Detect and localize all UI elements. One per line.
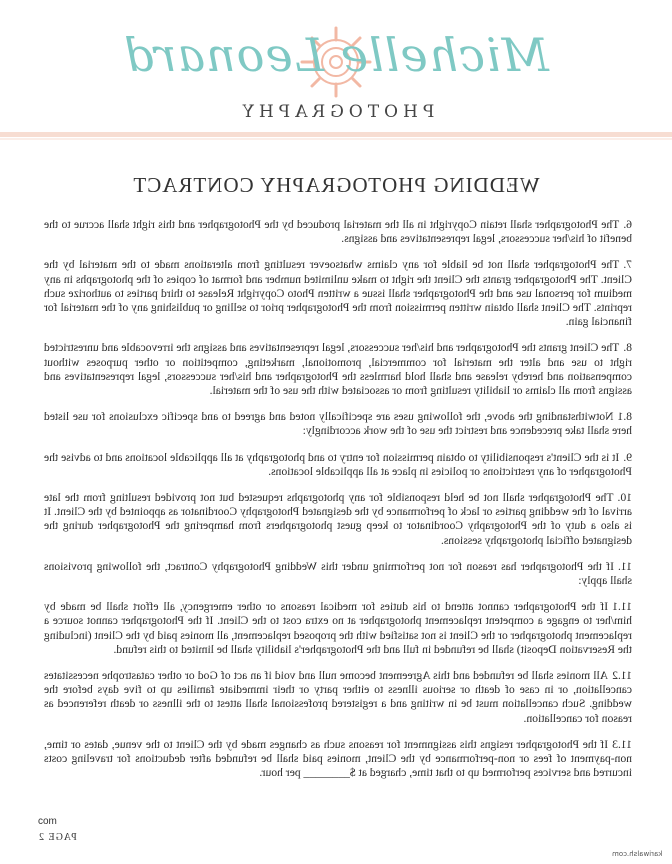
clause xyxy=(44,410,632,438)
clause-number: 6. xyxy=(623,218,632,231)
clause-text: The Client grants the Photographer and his/her successors, legal representatives and assigns the irrevocable and unrestricted right to use and alter the material for commercial, promotional, marketing, competition or other purposes without compensation and hereby release and shall hold harmless the Photographer and his/her successors, legal representatives and assigns from all claims or liability resulting from or associated with the use of the material. xyxy=(44,341,632,398)
clause xyxy=(44,451,632,479)
clause-number: 9. xyxy=(623,450,632,464)
clause-number: 11.1 xyxy=(612,600,632,614)
clause-text: The Photographer shall not be held responsible for any photographs requested but not provided resulting from the late arrival of the wedding parties or lack of performance by the designated Photography Coordinator as appointed by the Client. It is also a duty of the Photography Coordinator to keep guest photographers from hampering the Photographer during the designated official photography sessions. xyxy=(44,491,632,547)
clause xyxy=(44,491,632,548)
clause-number: 7. xyxy=(623,258,632,272)
clause-text: The Photographer shall retain Copyright in all the material produced by the Photographer and this right shall accrue to the benefit of his/her successors, legal representatives and assigns. xyxy=(44,218,632,246)
header-divider xyxy=(0,132,672,137)
clause xyxy=(44,258,632,329)
watermark-text: kariwalsh.com xyxy=(611,850,662,858)
logo-subtitle: PHOTOGRAPHY xyxy=(237,102,435,122)
clause xyxy=(44,218,632,246)
clause xyxy=(44,560,632,588)
clause-number: 11. xyxy=(617,559,632,573)
page-number: PAGE 2 xyxy=(38,832,77,843)
clause-text: All monies shall be refunded and this Agreement become null and void if an act of God or other catastrophe necessitates cancellation, or in case of death or serious illness to either party or their immediate families up to five days before the wedding. Such cancellation must be in writing and a registered professional shall attest to the illness or death referenced as reason for cancellation. xyxy=(44,669,632,725)
document-title: WEDDING PHOTOGRAPHY CONTRACT xyxy=(132,173,540,197)
clause xyxy=(44,600,632,657)
clause-text: It is the Client's responsibility to obtain permission for entry to and photography at all applicable locations and to advise the Photographer of any restrictions or policies in place at all applicable locations. xyxy=(44,450,632,478)
clause-number: 10. xyxy=(617,491,632,505)
clause xyxy=(44,669,632,726)
clause xyxy=(44,738,632,781)
clause-text: If the Photographer cannot attend to his duties for medical reasons or other emergency, all effort shall be made by him/her to engage a competent replacement photographer at no extra cost to the Client. If the Photographer cannot source a replacement photographer or the Client is not satisfied with the proposed replacement, all monies paid by the Client (including the Reservation Deposit) shall be refunded in full and the Photographer's liability shall be limited to this refund. xyxy=(44,600,632,656)
clause-text: The Photographer shall not be liable for any claims whatsoever resulting from alterations made to the material by the Client. The Photographer grants the Client the right to make unlimited number and format of copies of the photographs in any medium for personal use and the Photographer shall issue a written Photo Copyright Release to third parties to authorize such reprints. The Client shall obtain written permission from the Photographer prior to selling or publishing any of the material for financial gain. xyxy=(44,258,632,329)
contract-body xyxy=(44,218,632,793)
clause-text: If the Photographer has reason for not performing under this Wedding Photography Contract, the following provisions shall apply: xyxy=(44,559,632,588)
clause xyxy=(44,341,632,398)
brand-logo xyxy=(0,0,672,130)
clause-number: 11.2 xyxy=(612,669,632,683)
clause-number: 11.3 xyxy=(612,737,632,751)
clause-number: 8. xyxy=(623,341,632,355)
logo-script-text: Michelle Leonard xyxy=(123,28,549,82)
header-divider-light xyxy=(0,138,672,140)
clause-text: If the Photographer resigns this assignment for reasons such as changes made by the Client to the venue, dates or time, non-payment of fees or non-performance by the Client, monies paid shall be refunded after deductions for traveling costs incurred and services performed up to that time, charged at $________ per hour. xyxy=(44,737,632,780)
clause-number: 8.1 xyxy=(617,410,632,424)
footer-domain: com xyxy=(38,816,57,827)
clause-text: Notwithstanding the above, the following uses are specifically noted and agreed to and specific exclusions for use listed here shall take precedence and restrict the use of the work accordingly: xyxy=(44,410,632,438)
